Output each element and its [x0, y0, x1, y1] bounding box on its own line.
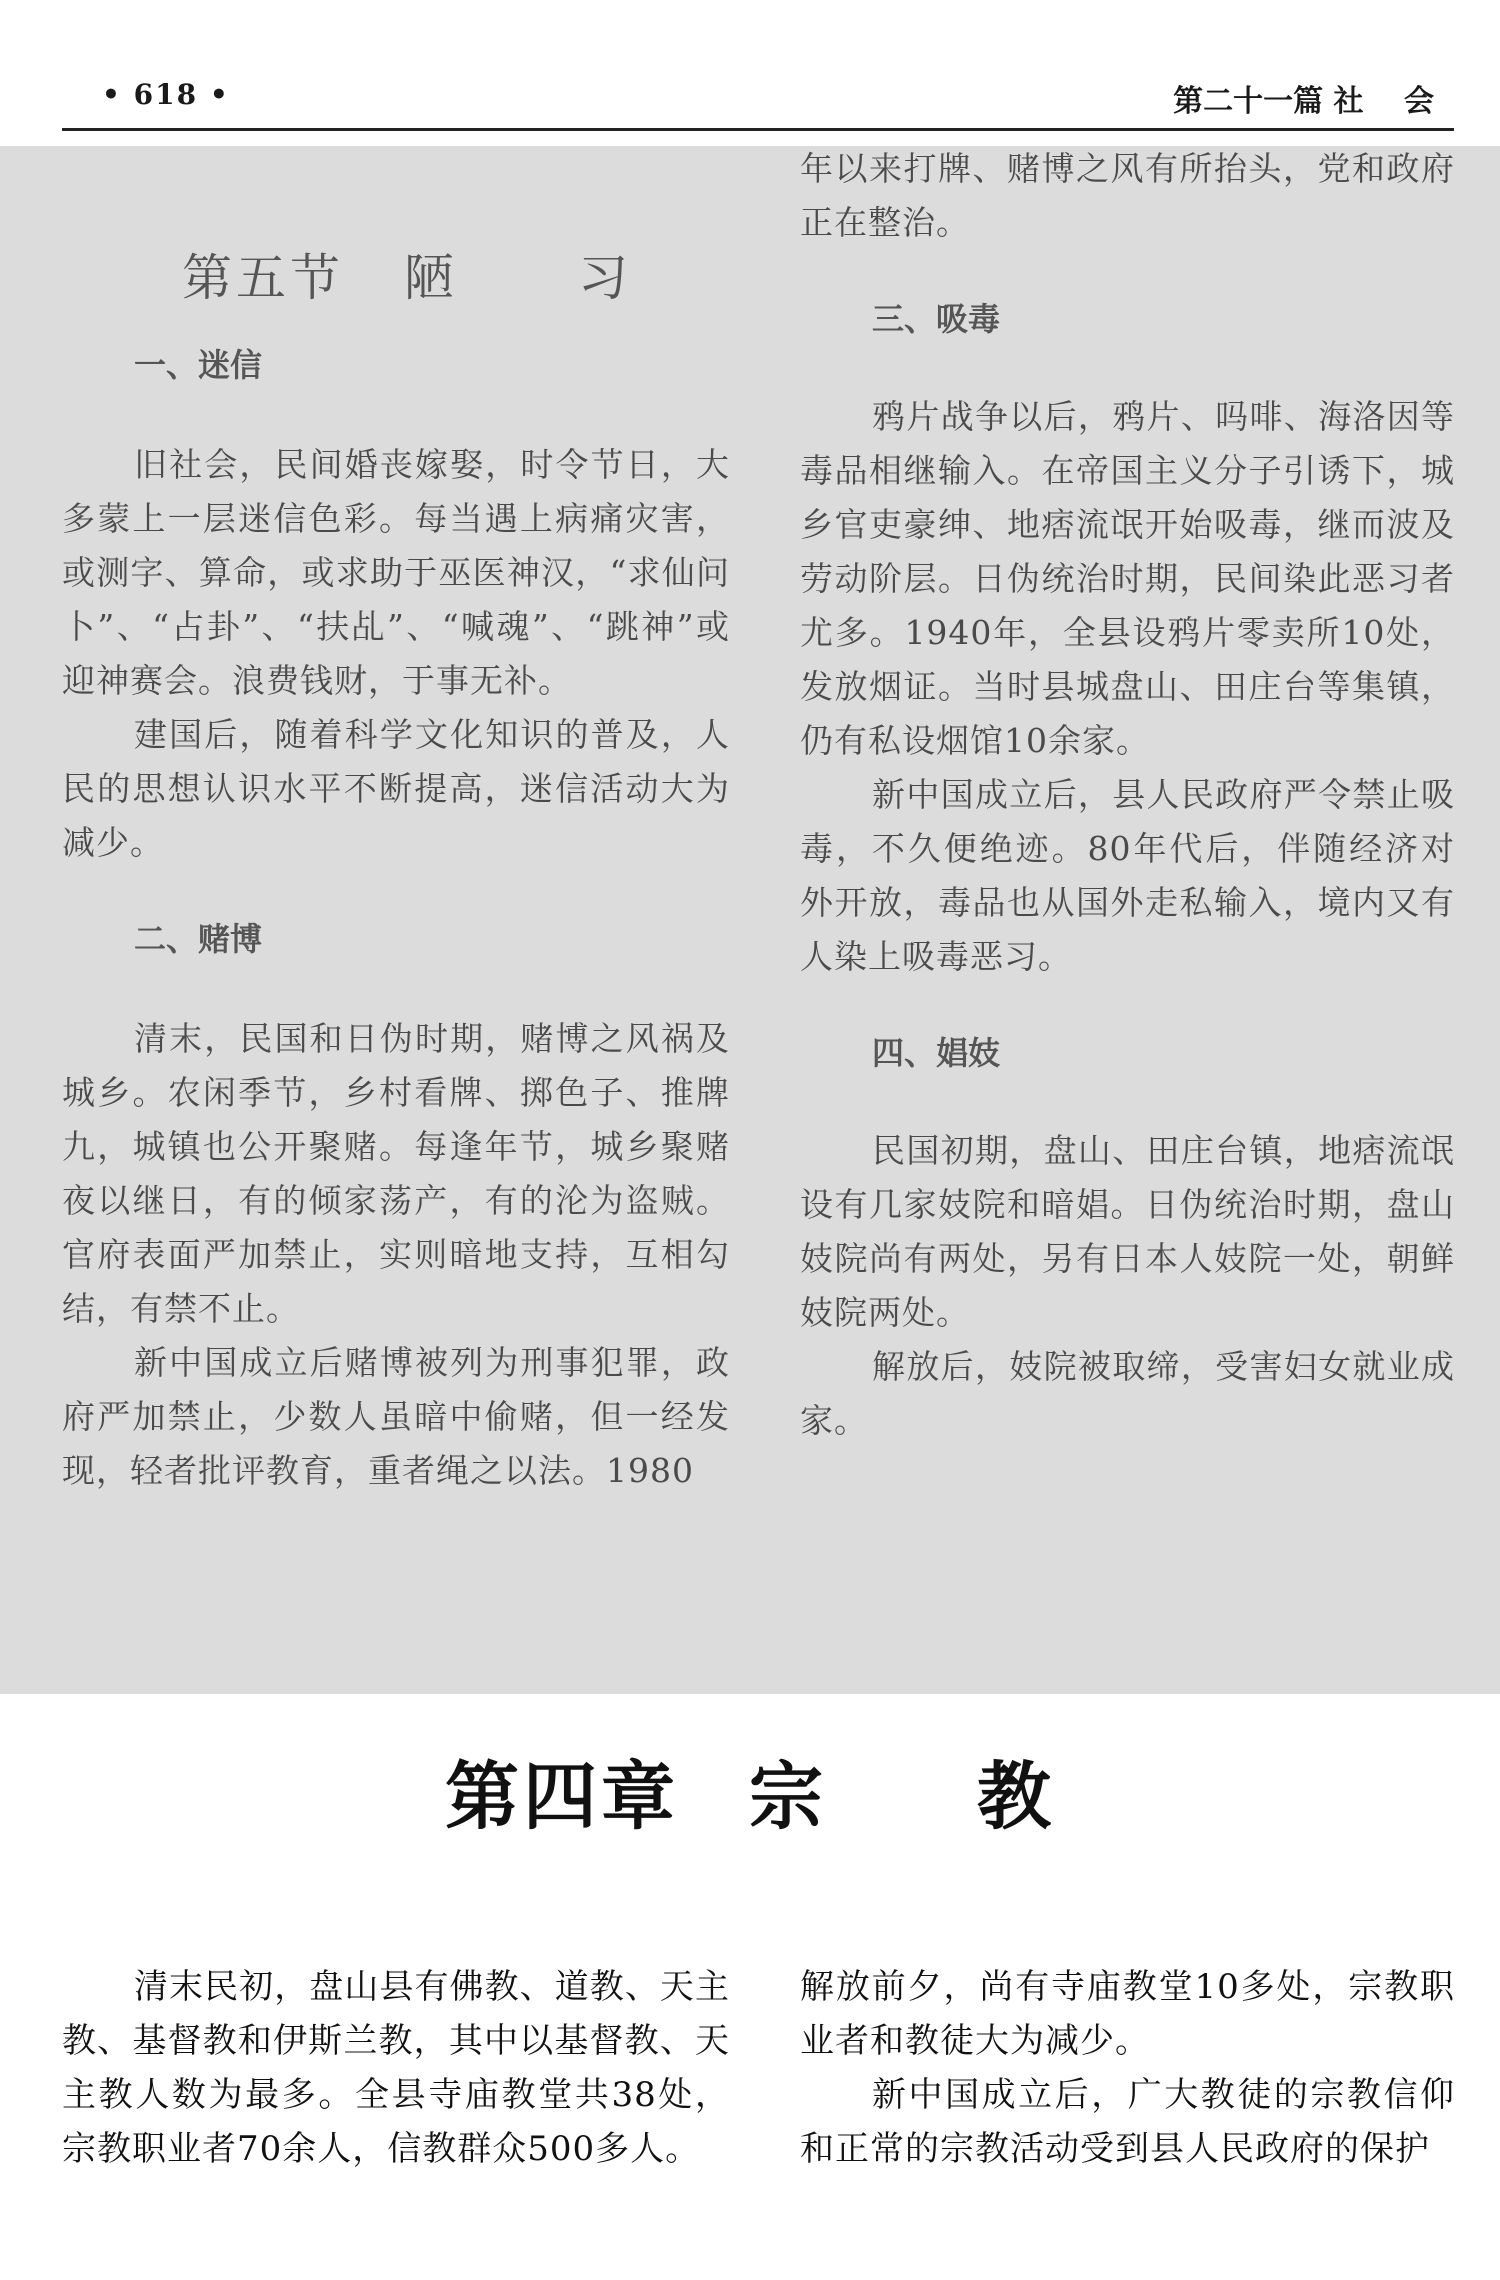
gambling-paragraph-2: 新中国成立后赌博被列为刑事犯罪，政府严加禁止，少数人虽暗中偷赌，但一经发现，轻者批评教育，重者绳之以法。1980 [62, 1343, 730, 1490]
chapter-right-column [800, 1960, 1455, 2176]
running-title: 第二十一篇 社 会 [1173, 84, 1434, 119]
heading-gambling: 二、赌博 [134, 920, 263, 958]
heading-drugs: 三、吸毒 [872, 300, 1001, 338]
page-number: • 618 • [102, 78, 230, 111]
prostitution-paragraph-2: 解放后，妓院被取缔，受害妇女就业成家。 [800, 1347, 1455, 1440]
heading-prostitution: 四、娼妓 [872, 1034, 1001, 1072]
superstition-paragraph-1: 旧社会，民间婚丧嫁娶，时令节日，大多蒙上一层迷信色彩。每当遇上病痛灾害，或测字、算命，或求助于巫医神汉，“求仙问卜”、“占卦”、“扶乩”、“喊魂”、“跳神”或迎神赛会。浪费钱财，于事无补。 [62, 445, 730, 700]
chapter-title: 第四章 宗 教 [445, 1754, 1055, 1840]
drugs-paragraph-1: 鸦片战争以后，鸦片、吗啡、海洛因等毒品相继输入。在帝国主义分子引诱下，城乡官吏豪绅、地痞流氓开始吸毒，继而波及劳动阶层。日伪统治时期，民间染此恶习者尤多。1940年，全县设鸦片零卖所10处，发放烟证。当时县城盘山、田庄台等集镇，仍有私设烟馆10余家。 [800, 397, 1455, 760]
chapter-paragraph-3: 新中国成立后，广大教徒的宗教信仰和正常的宗教活动受到县人民政府的保护 [800, 2075, 1455, 2169]
shaded-right-column [800, 142, 1455, 1448]
section-title: 第五节 陋 习 [182, 249, 632, 307]
chapter-paragraph-2: 解放前夕，尚有寺庙教堂10多处，宗教职业者和教徒大为减少。 [800, 1967, 1455, 2061]
header-rule [62, 128, 1454, 131]
gambling-paragraph-1: 清末，民国和日伪时期，赌博之风祸及城乡。农闲季节，乡村看牌、掷色子、推牌九，城镇也公开聚赌。每逢年节，城乡聚赌夜以继日，有的倾家荡产，有的沦为盗贼。官府表面严加禁止，实则暗地支持，互相勾结，有禁不止。 [62, 1019, 730, 1328]
chapter-left-column [62, 1960, 730, 2176]
heading-superstition: 一、迷信 [134, 346, 263, 384]
chapter-paragraph-1: 清末民初，盘山县有佛教、道教、天主教、基督教和伊斯兰教，其中以基督教、天主教人数为最多。全县寺庙教堂共38处，宗教职业者70余人，信教群众500多人。 [62, 1967, 730, 2169]
page-header [62, 70, 1454, 130]
shaded-section [0, 146, 1500, 1694]
shaded-left-column [62, 146, 730, 1498]
superstition-paragraph-2: 建国后，随着科学文化知识的普及，人民的思想认识水平不断提高，迷信活动大为减少。 [62, 715, 730, 862]
drugs-paragraph-2: 新中国成立后，县人民政府严令禁止吸毒，不久便绝迹。80年代后，伴随经济对外开放，毒品也从国外走私输入，境内又有人染上吸毒恶习。 [800, 775, 1455, 976]
prostitution-paragraph-1: 民国初期，盘山、田庄台镇，地痞流氓设有几家妓院和暗娼。日伪统治时期，盘山妓院尚有两处，另有日本人妓院一处，朝鲜妓院两处。 [800, 1131, 1455, 1332]
gambling-paragraph-2-continued: 年以来打牌、赌博之风有所抬头，党和政府正在整治。 [800, 149, 1455, 242]
